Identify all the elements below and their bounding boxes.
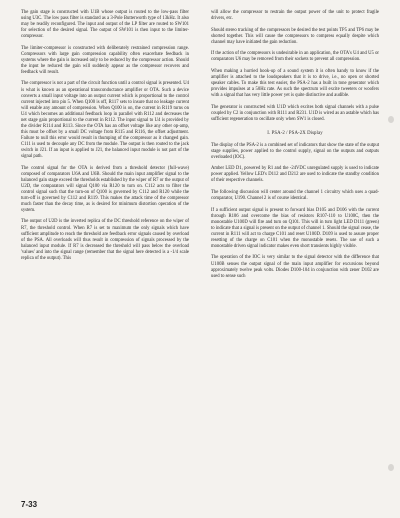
paragraph: If the action of the compressors is undesirable in an application, the OTA's U4 and U5 or comparators U6 may be removed from their sockets to prevent all compression.: [211, 51, 379, 63]
paragraph: The generator is constructed with U1D which excites both signal channels with a pulse coupled by C2 in conjunction with R111 and R231. U1D is wired as an astable which has sufficient regeneration to oscillate only when SW1 is closed.: [211, 104, 379, 122]
right-text-column: [211, 10, 379, 285]
page-number: 7-33: [21, 500, 38, 509]
paragraph: The display of the PSA-2 is a combined set of indicators that show the state of the output stage supplies, power applied to the control supply, signal on the outputs and outputs overloaded (IOC).: [211, 142, 379, 160]
paragraph: If a sufficient output signal is present to forward bias D105 and D106 with the current through R106 and overcome the bias of resistors R107-110 to U100C, then the monostable U100D will fire and turn on Q101. This will in turn light LED D111 (green) to indicate that a signal is present on the output of channel 1. Should the signal cease, the current in R111 will act to charge C101 and reset U100D. D109 is used to assure proper resetting of the charge on C101 when the monostable resets. The use of such a monostable driven signal indicator makes even short transients highly visible.: [211, 207, 379, 249]
paragraph: Should stereo tracking of the compressors be desired the test points TP5 and TP6 may be shorted together. This will cause the compressors to compress equally despite which channel may have initiated the gain reduction.: [211, 27, 379, 45]
left-text-column: [21, 10, 189, 267]
paragraph: The operation of the IOC is very similar to the signal detector with the difference that U100B senses the output signal of the main input amplifier for excursions beyond approximately twelve peak volts. Diodes D100-104 in conjunction with zener D102 are used to sense such: [211, 255, 379, 279]
paragraph: The limiter-compressor is constructed with deliberately restrained compression range. Compressors with large gain compression capability often exacerbate feedback in systems where the gain is increased only to be reduced by the compressor action. Should the input be reduced the gain will suddenly appear as the compressor recovers and feedback will result.: [21, 45, 189, 75]
paragraph: will allow the compressor to restrain the output power of the unit to protect fragile drivers, etc.: [211, 10, 379, 22]
paragraph: The following discussion will center around the channel 1 circuitry which uses a quad-comparator, U190. Channel 2 is of course identical.: [211, 190, 379, 202]
paragraph: The output of U2D is the inverted replica of the DC threshold reference on the wiper of R7, the threshold control. When R7 is set to maximum the only signals which have sufficient amplitude to reach the threshold are feedback error signals caused by overload of the PSA. All overloads will thus result in compression of signals processed by the balanced input module. If R7 is decreased the threshold will pass below the overload 'values' and into the signal range (remember that the signal here detected is a -1/4 scale replica of the output). This: [21, 219, 189, 261]
punch-hole-mark: [388, 464, 394, 471]
punch-hole-mark: [388, 116, 394, 123]
paragraph: The gain stage is constructed with U1B whose output is routed to the low-pass filter using U3C. The low pass filter is standard as a 3-Pole Butterworth type of 13kHz. It also may be readily reconfigured. The input and output of the LP filter are routed to SW101 for selection of the desired signal. The output of SW101 is then input to the limiter-compressor.: [21, 10, 189, 40]
paragraph: The control signal for the OTA is derived from a threshold detector (full-wave) composed of comparators U6A and U6B. Should the main input amplifier signal to the balanced gain stage exceed the thresholds established by the wiper of R7 or the output of U2D, the comparators will signal Q100 via R120 to turn on. C112 acts to filter the control signal such that the turn-on of Q100 is governed by C112 and R120 while the turn-off is governed by C112 and R119. This makes the attack time of the compressor much faster than the decay time, as is desired for minimum distortion operation of the system.: [21, 165, 189, 213]
paragraph: Amber LED D1, powered by R1 and the -24VDC unregulated supply is used to indicate power applied. Yellow LED's D112 and D212 are used to indicate the standby condition of their respective channels.: [211, 166, 379, 184]
paragraph: The compressor is not a part of the circuit function until a control signal is presented. U4 is what is known as an operational transconductance amplifier or OTA. Such a device converts a small input voltage into an output current which is proportional to the control current injected into pin 5. When Q100 is off, R117 sets to insure that no leakage current will enable any amount of compression. When Q100 is on, the current in R119 turns on U4 which becomes an additional feedback loop in parallel with R112 and decreases the net stage gain proportional to the current in R112. The input signal to U4 is provided by the divider R114 and R113. Since the OTA has an offset voltage like any other op-amp, this must be offset by a small DC voltage from R115 and R116, the offset adjustment. Failure to null this error would result in thumping of the compressor as it changed gain. C111 is used to decouple any DC from the module. The output is then routed to the jack switch in J21. If an input is applied to J21, the balanced input module is not part of the signal path.: [21, 81, 189, 160]
paragraph: When making a hurried hook-up of a sound system it is often handy to know if the amplifier is attached to the loudspeakers that it is to drive, i.e., no open or shorted speaker cables. To make this test easier, the PSA-2 has a built in tone generator which provides impulses at a 50Hz rate. As such the spectrum will excite tweeters or woofers with a signal that has very little power yet is quite distinctive and audible.: [211, 68, 379, 99]
section-heading: I. PSA-2 / PSA-2X Display: [267, 130, 323, 136]
